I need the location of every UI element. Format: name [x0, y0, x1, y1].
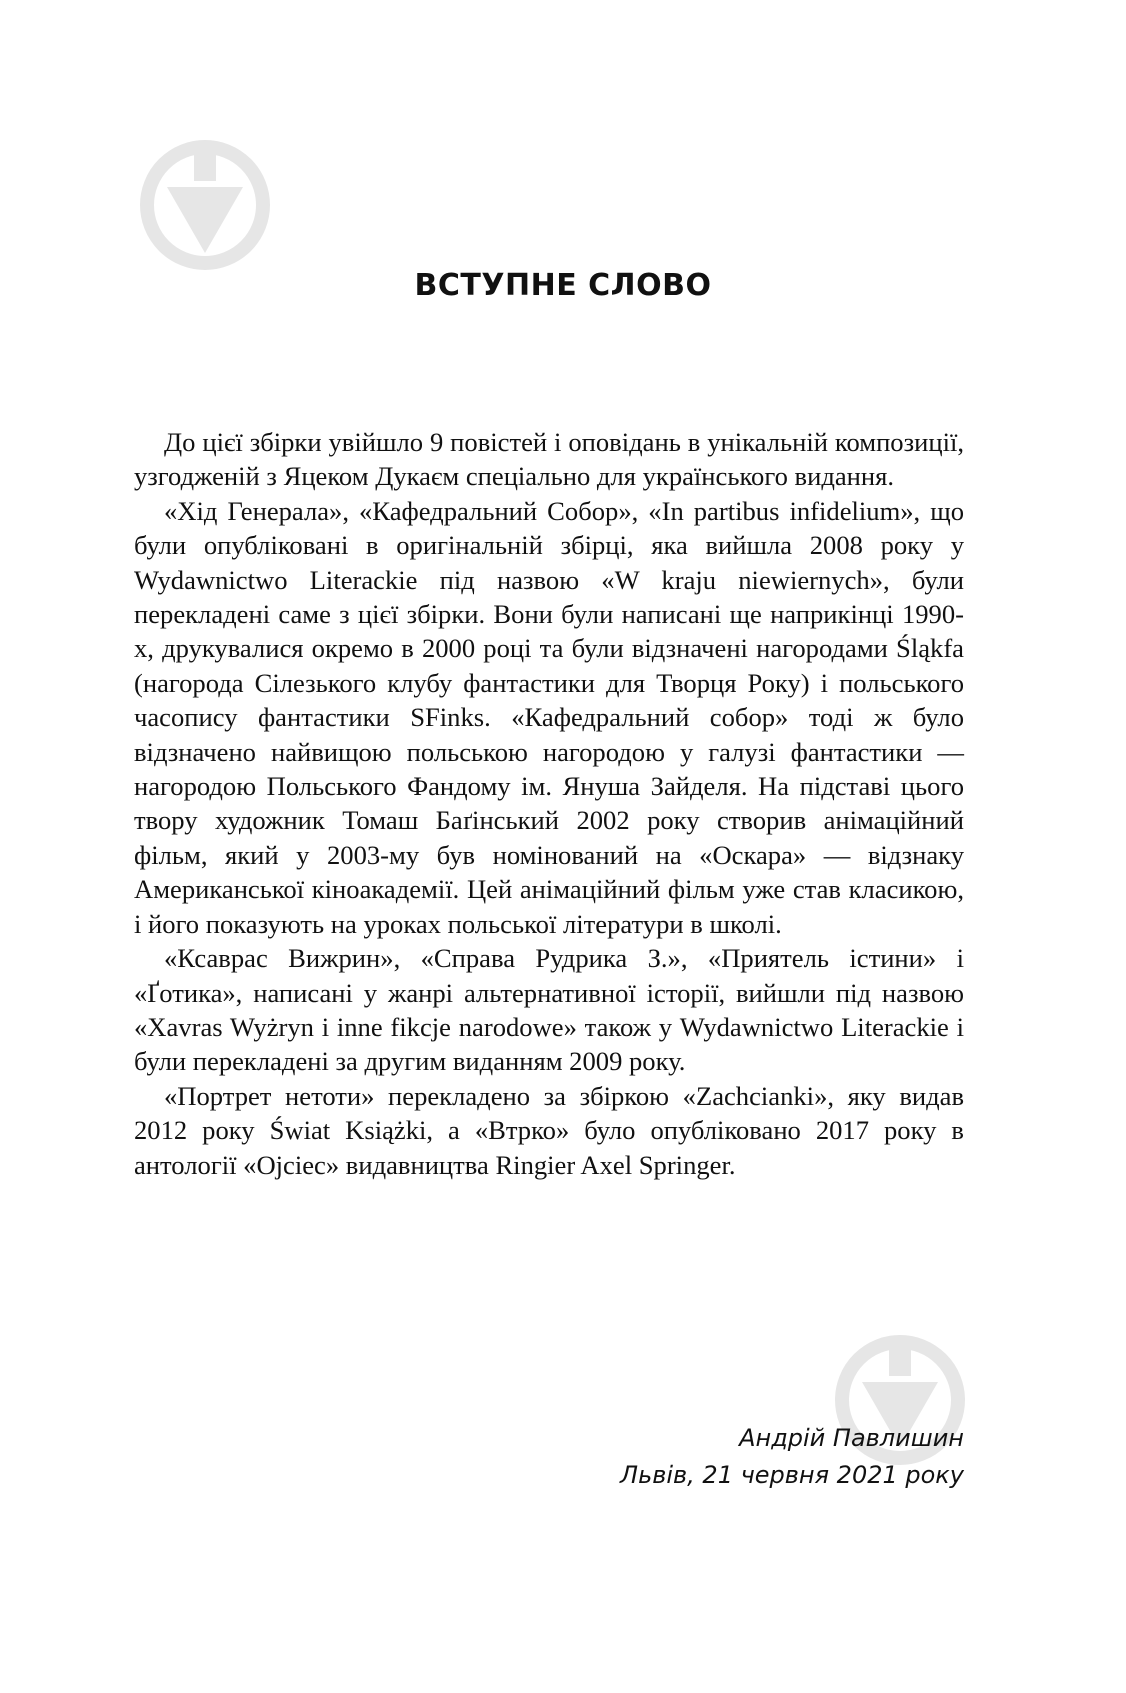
- signature-place-date: Львів, 21 червня 2021 року: [620, 1461, 964, 1489]
- page-title: ВСТУПНЕ СЛОВО: [414, 268, 712, 303]
- signature: [620, 1420, 964, 1494]
- paragraph: «Хід Генерала», «Кафедральний Собор», «In partibus infidelium», що були опубліковані в оригінальній збірці, яка вийшла 2008 року у Wydawnictwo Literackie під назвою «W kraju niewiernych», були перекладені саме з цієї збірки. Вони були написані ще наприкінці 1990-х, друкувалися окремо в 2000 році та були відзначені нагородами Śląkfa (нагорода Сілезького клубу фантастики для Творця Року) і польського часопису фантастики SFinks. «Кафедральний собор» тоді ж було відзначено найвищою польською нагородою у галузі фантастики — нагородою Польського Фандому ім. Януша Зайделя. На підставі цього твору художник Томаш Баґінський 2002 року створив анімаційний фільм, який у 2003-му був номінований на «Оскара» — відзнаку Американської кіноакадемії. Цей анімаційний фільм уже став класикою, і його показують на уроках польської літератури в школі.: [134, 495, 964, 939]
- signature-author: Андрій Павлишин: [739, 1424, 964, 1452]
- paragraph: «Портрет нетоти» перекладено за збіркою «Zachcianki», яку видав 2012 року Świat Książki, а «Втрко» було опубліковано 2017 року в антології «Ojciec» видавництва Ringier Axel Springer.: [134, 1080, 964, 1180]
- body-text: [134, 425, 964, 1182]
- watermark-logo-icon: [135, 135, 275, 275]
- paragraph: До цієї збірки увійшло 9 повістей і оповідань в унікальній композиції, узгодженій з Яцеком Дукаєм спеціально для українського видання.: [134, 427, 964, 492]
- paragraph: «Ксаврас Вижрин», «Справа Рудрика З.», «Приятель істини» і «Ґотика», написані у жанрі альтернативної історії, вийшли під назвою «Xavras Wyżryn i inne fikcje narodowe» також у Wydawnictwo Literackie і були перекладені за другим виданням 2009 року.: [134, 943, 964, 1077]
